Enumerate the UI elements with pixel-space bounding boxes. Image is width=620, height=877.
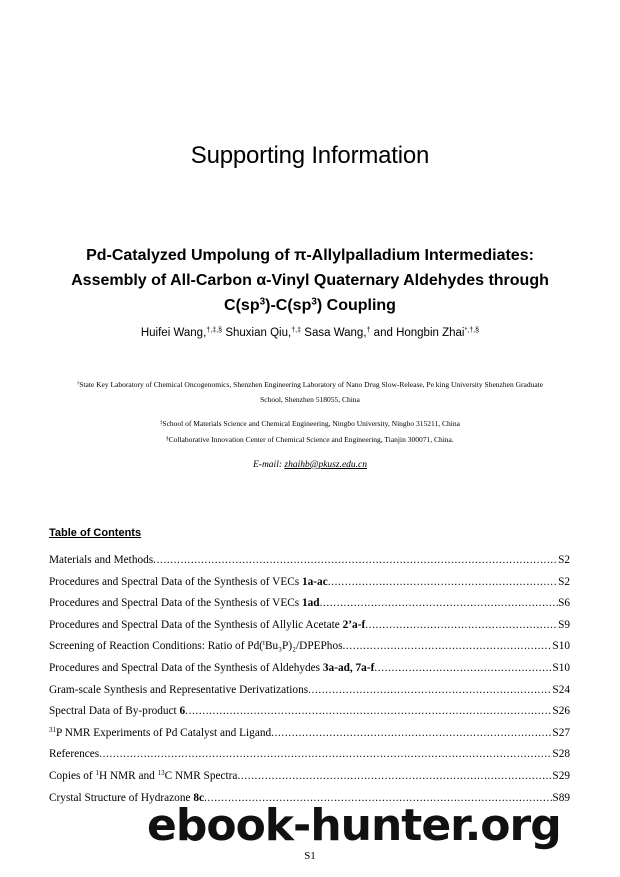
toc-entry-text (49, 680, 308, 702)
toc-page-number: S10 (552, 661, 570, 674)
toc-entry-vecs-1ad[interactable] (49, 593, 570, 615)
toc-superscript: 31 (49, 725, 56, 734)
toc-entry-label: Procedures and Spectral Data of the Synthesis of VECs (49, 597, 302, 610)
toc-entry-gram-scale[interactable] (49, 680, 570, 702)
author-name: Hongbin Zhai (396, 327, 465, 339)
affiliation-text: State Key Laboratory of Chemical Oncogenomics, Shenzhen Engineering Laboratory of Nano Drug Slow-Release, Pe king University Shenzhen Graduate (79, 380, 544, 389)
affiliation-mark: ‡ (160, 420, 163, 426)
toc-page-number: S27 (552, 726, 570, 739)
affiliation-mark: § (166, 436, 169, 442)
toc-page-number: S2 (558, 575, 570, 588)
affiliation-text: Collaborative Innovation Center of Chemical Science and Engineering, Tianjin 300071, China. (168, 435, 454, 444)
title-line-3-part-b: )-C(sp (265, 297, 312, 314)
toc-dot-leader (343, 636, 553, 658)
toc-heading: Table of Contents (49, 527, 142, 539)
toc-compound-label: 3a-ad, 7a-f (322, 661, 375, 674)
toc-page-number: S24 (552, 683, 570, 696)
toc-superscript: t (262, 639, 265, 648)
author-affiliation-marks: *,†,§ (464, 326, 480, 335)
toc-entry-label: Materials and Methods (49, 554, 154, 566)
toc-page-number: S9 (558, 618, 570, 631)
title-line-3-part-a: C(sp (224, 297, 260, 314)
affiliation-text: School of Materials Science and Chemical Engineering, Ningbo University, Ningbo 315211, China (162, 419, 460, 428)
toc-entry-by-product[interactable] (49, 701, 570, 723)
author-list (0, 327, 620, 339)
toc-entry-text (49, 766, 237, 788)
contact-email (0, 460, 620, 470)
toc-entry-text (49, 593, 320, 615)
toc-page-number: S26 (552, 705, 570, 718)
author-affiliation-marks: †,‡,§ (206, 326, 223, 335)
toc-entry-31p-nmr[interactable] (49, 723, 570, 745)
toc-page-number: S28 (552, 748, 570, 761)
toc-entry-text (49, 615, 365, 637)
title-line-3-part-c: ) Coupling (316, 297, 396, 314)
toc-dot-leader (153, 550, 558, 572)
toc-superscript: 1 (95, 769, 99, 778)
toc-entry-allylic-acetate[interactable] (49, 615, 570, 637)
toc-entry-label: Procedures and Spectral Data of the Synthesis of Allylic Acetate (49, 618, 343, 631)
toc-dot-leader (365, 615, 558, 637)
toc-entry-label: References (49, 748, 100, 761)
toc-superscript: 13 (157, 769, 165, 778)
email-label: E-mail: (252, 460, 285, 470)
paper-title-line-2: Assembly of All-Carbon α-Vinyl Quaternary Aldehydes through (71, 272, 549, 289)
toc-entry-label: Screening of Reaction Conditions: Ratio of Pd( (49, 640, 263, 653)
toc-entry-nmr-spectra[interactable] (49, 766, 570, 788)
toc-entry-label: Crystal Structure of Hydrazone (49, 791, 194, 804)
toc-page-number: S29 (552, 769, 570, 782)
affiliation-1 (48, 377, 572, 407)
toc-page-number: S6 (558, 597, 570, 610)
toc-compound-label: 8c (193, 791, 204, 804)
toc-dot-leader (308, 680, 552, 702)
toc-entry-materials-methods[interactable] (49, 550, 570, 572)
toc-dot-leader (185, 701, 552, 723)
toc-entry-label-continued: H NMR and (98, 769, 158, 782)
affiliation-text-continued: School, Shenzhen 518055, China (260, 395, 360, 404)
toc-entry-label: Gram-scale Synthesis and Representative Derivatizations (49, 683, 309, 696)
author-name: Shuxian Qiu, (225, 327, 292, 339)
toc-entry-text (49, 658, 374, 680)
toc-entry-text (49, 572, 328, 594)
author-affiliation-marks: † (366, 326, 371, 335)
paper-title-line-1: Pd-Catalyzed Umpolung of π-Allylpalladium Intermediates: (86, 247, 534, 264)
toc-entry-label: Spectral Data of By-product (49, 705, 180, 718)
toc-dot-leader (271, 723, 552, 745)
toc-entry-aldehydes[interactable] (49, 658, 570, 680)
title-line-3-sup-b: 3 (311, 296, 317, 308)
toc-entry-text (49, 701, 185, 723)
toc-entry-label-continued: C NMR Spectra (164, 769, 238, 782)
affiliation-3 (48, 432, 572, 447)
toc-dot-leader (374, 658, 552, 680)
toc-compound-label: 2’a-f (342, 618, 366, 631)
paper-title-line-3 (40, 293, 580, 318)
author-affiliation-marks: †,‡ (291, 326, 302, 335)
toc-compound-label: 6 (179, 705, 186, 718)
toc-entry-vecs-1a-ac[interactable] (49, 572, 570, 594)
toc-compound-label: 1ad (301, 597, 320, 610)
toc-entry-screening-conditions[interactable] (49, 636, 570, 658)
toc-entry-references[interactable] (49, 744, 570, 766)
page-number: S1 (304, 850, 316, 862)
toc-compound-label: 1a-ac (301, 575, 328, 588)
toc-page-number: S10 (552, 640, 570, 653)
toc-entry-label: P NMR Experiments of Pd Catalyst and Ligand (56, 726, 272, 739)
toc-page-number: S89 (552, 791, 570, 804)
toc-page-number: S2 (558, 554, 570, 566)
toc-dot-leader (328, 572, 558, 594)
toc-entry-label: Procedures and Spectral Data of the Synthesis of Aldehydes (49, 661, 323, 674)
affiliation-mark: † (76, 381, 80, 387)
author-name: Huifei Wang, (140, 327, 207, 339)
table-of-contents (49, 550, 570, 809)
toc-entry-text (49, 723, 271, 745)
watermark-text: ebook-hunter.org (147, 800, 561, 851)
toc-entry-label-continued: Bu₃P)₂/DPEPhos (264, 640, 343, 653)
toc-dot-leader (237, 766, 552, 788)
toc-dot-leader (320, 593, 558, 615)
toc-entry-label: Copies of (49, 769, 96, 782)
supporting-information-heading: Supporting Information (190, 142, 430, 169)
toc-dot-leader (99, 744, 552, 766)
paper-title (40, 243, 580, 318)
toc-entry-text (49, 550, 153, 572)
author-name: Sasa Wang, (304, 327, 367, 339)
affiliation-2 (48, 416, 572, 431)
email-link[interactable]: zhaihb@pkusz.edu.cn (284, 460, 368, 470)
toc-entry-text (49, 636, 343, 658)
toc-entry-text (49, 744, 99, 766)
title-line-3-sup-a: 3 (259, 296, 266, 308)
author-separator: and (370, 327, 397, 339)
toc-entry-label: Procedures and Spectral Data of the Synthesis of VECs (49, 575, 302, 588)
